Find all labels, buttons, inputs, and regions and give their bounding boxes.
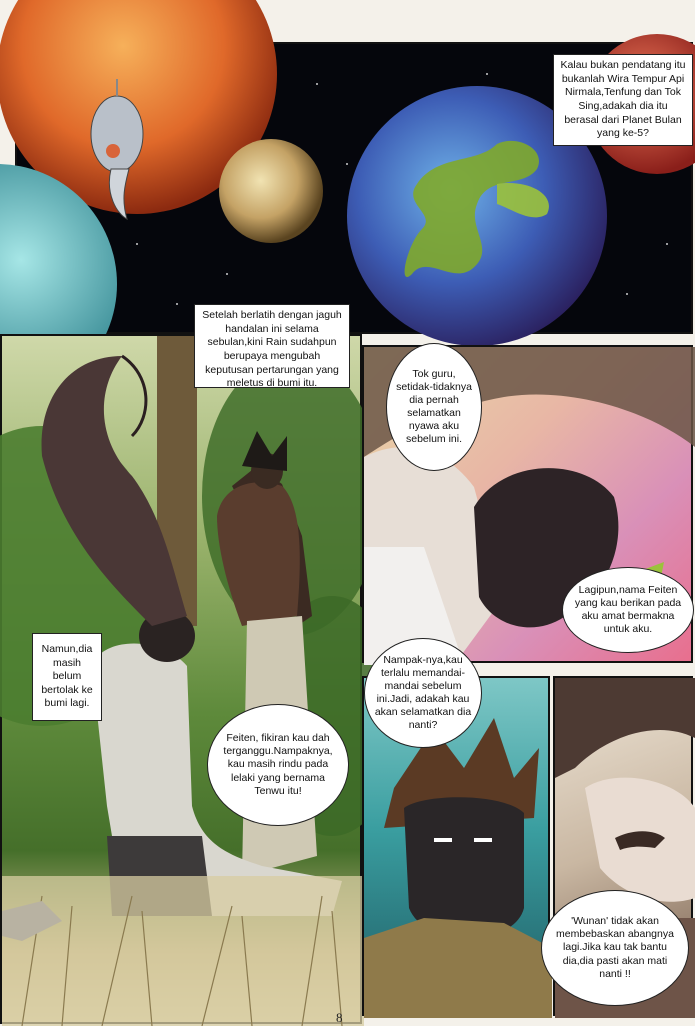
angry-panel — [553, 676, 693, 1016]
speech-bubble-angry: 'Wunan' tidak akan membebaskan abangnya lagi.Jika kau tak bantu dia,dia pasti akan mati nanti !! — [541, 890, 689, 1006]
speech-bubble-masked: Nampak-nya,kau terlalu memandai-mandai sebelum ini.Jadi, adakah kau akan selamatkan dia nanti? — [364, 638, 482, 748]
speech-bubble-top: Tok guru, setidak-tidaknya dia pernah selamatkan nyawa aku sebelum ini. — [386, 343, 482, 471]
moon — [219, 139, 323, 243]
space-caption: Kalau bukan pendatang itu bukanlah Wira Tempur Api Nirmala,Tenfung dan Tok Sing,adakah dia itu berasal dari Planet Bulan yang ke-5? — [553, 54, 693, 146]
windswept-hair — [555, 678, 695, 778]
forest-panel — [0, 309, 362, 1024]
closeup-panel — [362, 345, 693, 663]
speech-bubble-master: Feiten, fikiran kau dah terganggu.Nampaknya, kau masih rindu pada lelaki yang bernama Tenwu itu! — [207, 704, 349, 826]
mask — [404, 797, 524, 938]
narration-box: Namun,dia masih belum bertolak ke bumi lagi. — [32, 633, 102, 721]
masked-panel — [362, 653, 550, 1016]
forest-caption: Setelah berlatih dengan jaguh handalan ini selama sebulan,kini Rain sudahpun berupaya mengubah keputusan pertarungan yang meletus di bumi itu. — [194, 304, 350, 388]
tall-grass — [2, 876, 364, 1026]
armor-collar — [364, 918, 552, 1018]
space-panel — [15, 42, 693, 334]
speech-bubble-bottom: Lagipun,nama Feiten yang kau berikan pada aku amat bermakna untuk aku. — [562, 567, 694, 653]
page-number: 8 — [336, 1010, 343, 1025]
